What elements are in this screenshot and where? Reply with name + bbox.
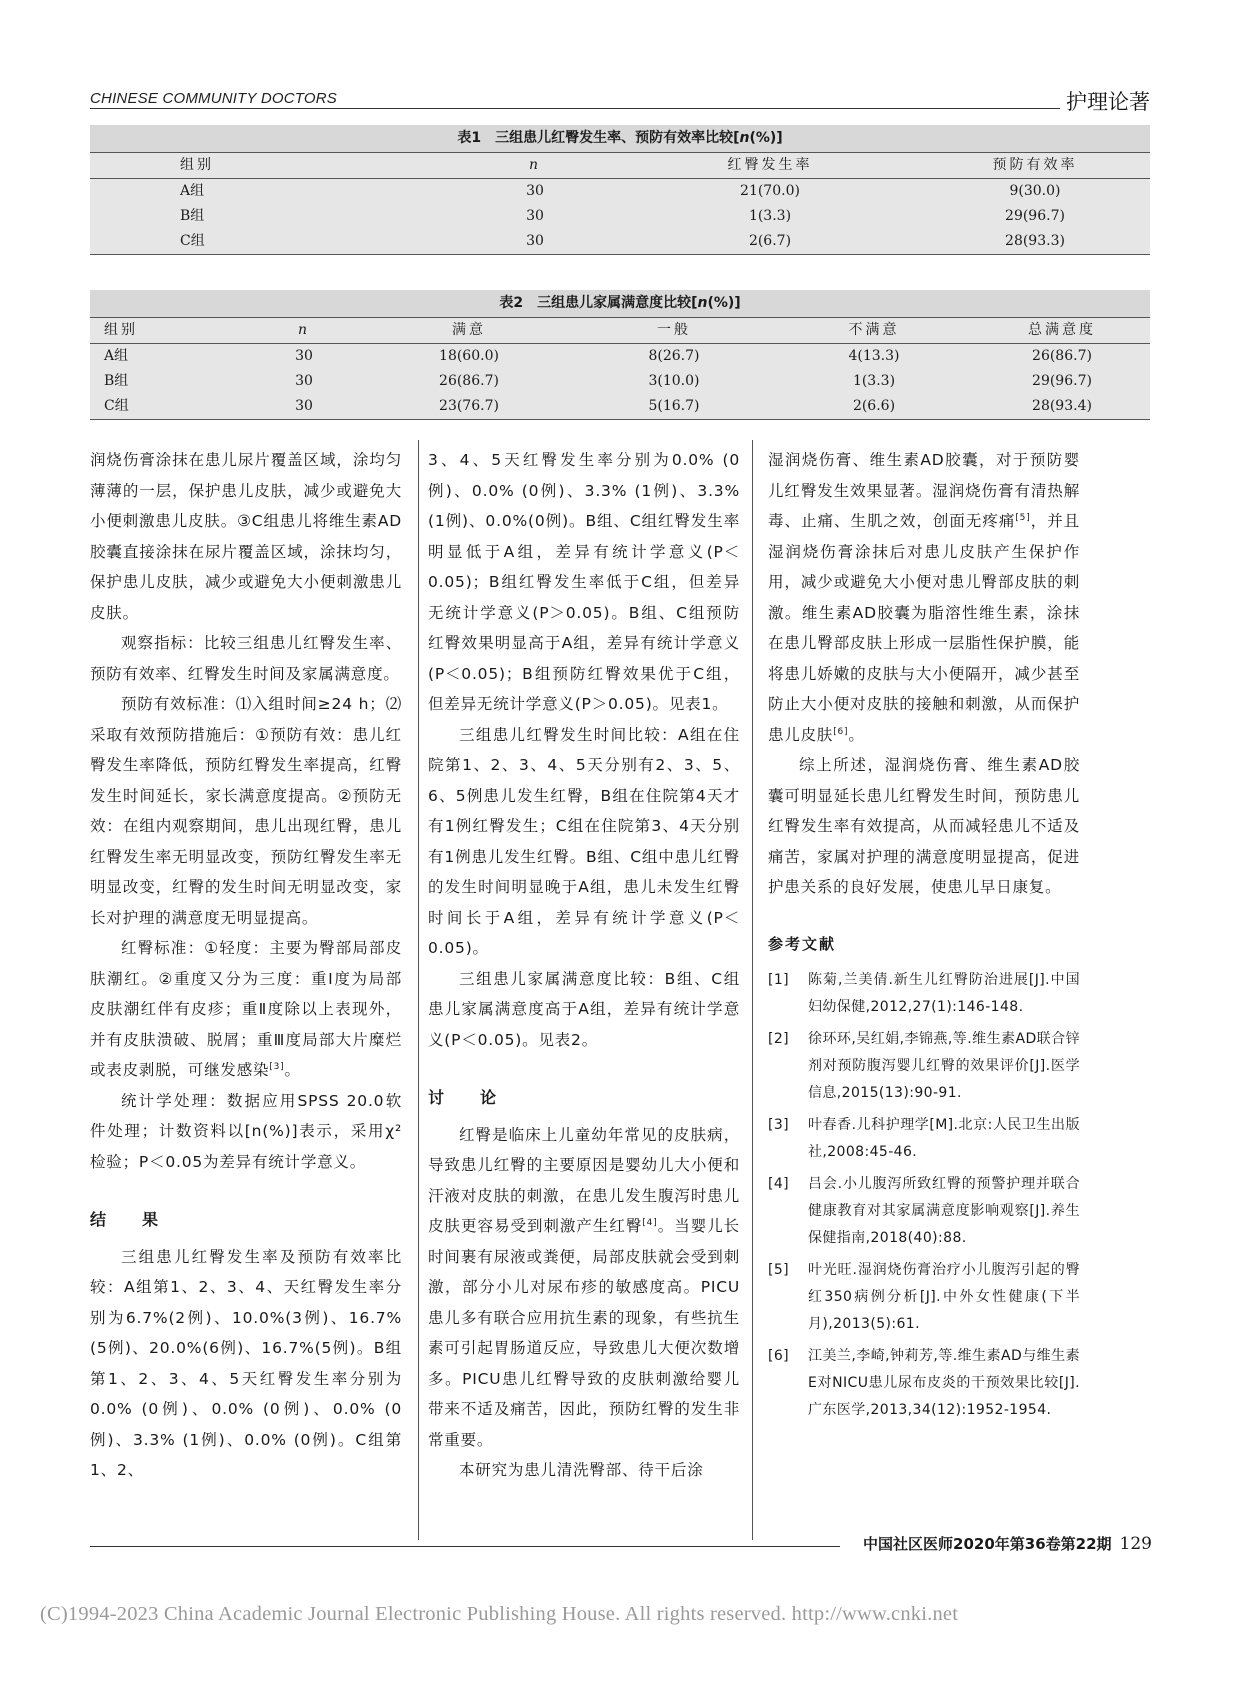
table-cell: C组 xyxy=(90,229,450,255)
table-cell: 30 xyxy=(450,229,620,255)
reference-item: [5] 叶光旺.湿润烧伤膏治疗小儿腹泻引起的臀红350病例分析[J].中外女性健康(下半月),2013(5):61. xyxy=(768,1262,1080,1332)
table-2-header-row xyxy=(90,318,1150,344)
page-number: 129 xyxy=(1119,1534,1152,1554)
paragraph: 统计学处理：数据应用SPSS 20.0软件处理；计数资料以[n(%)]表示，采用χ² 检验；P＜0.05为差异有统计学意义。 xyxy=(90,1091,402,1171)
citation: [5] xyxy=(1015,512,1031,523)
table-header-cell: n xyxy=(450,153,620,179)
table-row xyxy=(90,369,1150,394)
table-cell: 29(96.7) xyxy=(1005,208,1065,224)
text-column-2 xyxy=(428,445,740,1486)
table-cell: 1(3.3) xyxy=(852,373,896,389)
table-header-cell: 不满意 xyxy=(774,318,974,344)
table-cell: 30 xyxy=(295,373,313,389)
table-cell: A组 xyxy=(180,183,205,199)
table-cell: 26(86.7) xyxy=(439,373,499,389)
table-cell: 2(6.6) xyxy=(774,394,974,420)
table-cell: 21(70.0) xyxy=(740,183,800,199)
table-cell: B组 xyxy=(180,208,205,224)
table-1 xyxy=(90,125,1150,255)
table-cell: 26(86.7) xyxy=(1032,348,1092,364)
table-cell: B组 xyxy=(104,373,129,389)
paragraph: 本研究为患儿清洗臀部、待干后涂 xyxy=(459,1461,704,1479)
column-divider xyxy=(752,440,753,1540)
citation: [6] xyxy=(833,726,849,737)
table-cell: 18(60.0) xyxy=(439,348,499,364)
table-cell: 9(30.0) xyxy=(1009,183,1061,199)
reference-item: [4] 吕会.小儿腹泻所致红臀的预警护理并联合健康教育对其家属满意度影响观察[J].养生保健指南,2018(40):88. xyxy=(768,1176,1080,1246)
text-column-3 xyxy=(768,445,1080,1429)
journal-name: CHINESE COMMUNITY DOCTORS xyxy=(90,90,337,107)
table-row xyxy=(90,344,1150,370)
table-cell: 28(93.4) xyxy=(974,394,1150,420)
table-cell: 1(3.3) xyxy=(748,208,792,224)
table-row xyxy=(90,204,1150,229)
table-cell: 30 xyxy=(244,394,364,420)
reference-item: [3] 叶春香.儿科护理学[M].北京:人民卫生出版社,2008:45-46. xyxy=(768,1117,1080,1160)
reference-item: [6] 江美兰,李崎,钟莉芳,等.维生素AD与维生素E对NICU患儿尿布皮炎的干预效果比较[J].广东医学,2013,34(12):1952-1954. xyxy=(768,1348,1080,1418)
table-cell: 30 xyxy=(295,348,313,364)
table-header-cell: 组别 xyxy=(90,153,450,179)
citation: [4] xyxy=(642,1217,658,1228)
table-row xyxy=(90,229,1150,255)
footer-rule xyxy=(90,1546,840,1547)
table-cell: 3(10.0) xyxy=(648,373,700,389)
paragraph: 3、4、5天红臀发生率分别为0.0% (0例)、0.0% (0例)、3.3% (1例)、3.3% (1例)、0.0%(0例)。B组、C组红臀发生率明显低于A组，差异有统计学意义(P＜0.05)；B组红臀发生率低于C组，但差异无统计学意义(P＞0.05)。B组、C组预防红臀效果明显高于A组，差异有统计学意义(P＜0.05)；B组预防红臀效果优于C组，但差异无统计学意义(P＞0.05)。见表1。 xyxy=(428,451,740,713)
table-2 xyxy=(90,290,1150,420)
table-1-header-row xyxy=(90,153,1150,179)
header-rule xyxy=(90,108,1060,109)
table-cell: 8(26.7) xyxy=(648,348,700,364)
table-header-cell: 组别 xyxy=(90,318,244,344)
section-title: 护理论著 xyxy=(1066,90,1150,114)
paragraph: 三组患儿红臀发生率及预防有效率比较：A组第1、2、3、4、天红臀发生率分别为6.7%(2例)、10.0%(3例)、16.7%(5例)、20.0%(6例)、16.7%(5例)。B组第1、2、3、4、5天红臀发生率分别为0.0% (0例)、0.0% (0例)、0.0% (0例)、3.3% (1例)、0.0% (0例)。C组第1、2、 xyxy=(90,1247,402,1479)
footer xyxy=(863,1533,1152,1554)
paragraph: 红臀标准：①轻度：主要为臀部局部皮肤潮红。②重度又分为三度：重Ⅰ度为局部皮肤潮红伴有皮疹；重Ⅱ度除以上表现外，并有皮肤溃破、脱屑；重Ⅲ度局部大片糜烂或表皮剥脱，可继发感染[3]。 xyxy=(90,939,402,1079)
paragraph: 润烧伤膏涂抹在患儿尿片覆盖区域，涂均匀薄薄的一层，保护患儿皮肤，减少或避免大小便刺激患儿皮肤。③C组患儿将维生素AD胶囊直接涂抹在尿片覆盖区域，涂抹均匀，保护患儿皮肤，减少或避免大小便刺激患儿皮肤。 xyxy=(90,451,402,622)
table-cell: 5(16.7) xyxy=(574,394,774,420)
section-heading-discussion: 讨 论 xyxy=(428,1088,507,1107)
copyright-watermark: (C)1994-2023 China Academic Journal Electronic Publishing House. All rights reserved. http://www.cnki.net xyxy=(40,1603,959,1625)
table-header-cell: 预防有效率 xyxy=(920,153,1150,179)
table-row xyxy=(90,179,1150,205)
citation: [3] xyxy=(269,1061,285,1072)
section-heading-results: 结 果 xyxy=(90,1210,169,1229)
table-header-cell: 一般 xyxy=(574,318,774,344)
reference-item: [1] 陈菊,兰美倩.新生儿红臀防治进展[J].中国妇幼保健,2012,27(1):146-148. xyxy=(768,972,1080,1015)
table-cell: 29(96.7) xyxy=(1032,373,1092,389)
table-cell: 23(76.7) xyxy=(364,394,574,420)
table-cell: C组 xyxy=(90,394,244,420)
table-cell: A组 xyxy=(104,348,129,364)
table-1-caption: 表1 三组患儿红臀发生率、预防有效率比较[n(%)] xyxy=(90,125,1150,152)
paragraph: 综上所述，湿润烧伤膏、维生素AD胶囊可明显延长患儿红臀发生时间，预防患儿红臀发生率有效提高，从而减轻患儿不适及痛苦，家属对护理的满意度明显提高，促进护患关系的良好发展，使患儿早日康复。 xyxy=(768,756,1080,896)
paragraph: 红臀是临床上儿童幼年常见的皮肤病，导致患儿红臀的主要原因是婴幼儿大小便和汗液对皮肤的刺激，在患儿发生腹泻时患儿皮肤更容易受到刺激产生红臀[4]。当婴儿长时间裹有尿液或粪便，局部皮肤就会受到刺激，部分小儿对尿布疹的敏感度高。PICU患儿多有联合应用抗生素的现象，有些抗生素可引起胃肠道反应，导致患儿大便次数增多。PICU患儿红臀导致的皮肤刺激给婴儿带来不适及痛苦，因此，预防红臀的发生非常重要。 xyxy=(428,1125,740,1449)
table-cell: 30 xyxy=(526,208,544,224)
journal-issue: 中国社区医师2020年第36卷第22期 xyxy=(863,1535,1112,1553)
column-divider xyxy=(418,440,419,1540)
table-cell: 28(93.3) xyxy=(920,229,1150,255)
paragraph: 三组患儿红臀发生时间比较：A组在住院第1、2、3、4、5天分别有2、3、5、6、5例患儿发生红臀，B组在住院第4天才有1例红臀发生；C组在住院第3、4天分别有1例患儿发生红臀。B组、C组中患儿红臀的发生时间明显晚于A组，患儿未发生红臀时间长于A组，差异有统计学意义(P＜0.05)。 xyxy=(428,725,740,957)
table-cell: 2(6.7) xyxy=(620,229,920,255)
reference-item: [2] 徐环环,吴红娟,李锦燕,等.维生素AD联合锌剂对预防腹泻婴儿红臀的效果评价[J].医学信息,2015(13):90-91. xyxy=(768,1031,1080,1101)
table-row xyxy=(90,394,1150,420)
table-cell: 4(13.3) xyxy=(848,348,900,364)
paragraph: 湿润烧伤膏、维生素AD胶囊，对于预防婴儿红臀发生效果显著。湿润烧伤膏有清热解毒、止痛、生肌之效，创面无疼痛[5]，并且湿润烧伤膏涂抹后对患儿皮肤产生保护作用，减少或避免大小便对患儿臀部皮肤的刺激。维生素AD胶囊为脂溶性维生素，涂抹在患儿臀部皮肤上形成一层脂性保护膜，能将患儿娇嫩的皮肤与大小便隔开，减少甚至防止大小便对皮肤的接触和刺激，从而保护患儿皮肤[6]。 xyxy=(768,451,1080,744)
paragraph: 观察指标：比较三组患儿红臀发生率、预防有效率、红臀发生时间及家属满意度。 xyxy=(90,634,402,683)
paragraph: 预防有效标准：⑴入组时间≥24 h；⑵采取有效预防措施后：①预防有效：患儿红臀发生率降低，预防红臀发生率提高，红臀发生时间延长，家长满意度提高。②预防无效：在组内观察期间，患儿出现红臀，患儿红臀发生率无明显改变，预防红臀发生率无明显改变，红臀的发生时间无明显改变，家长对护理的满意度无明显提高。 xyxy=(90,695,402,927)
table-header-cell: 满意 xyxy=(364,318,574,344)
table-header-cell: n xyxy=(244,318,364,344)
references-heading: 参考文献 xyxy=(768,934,837,953)
paragraph: 三组患儿家属满意度比较：B组、C组患儿家属满意度高于A组，差异有统计学意义(P＜0.05)。见表2。 xyxy=(428,969,740,1049)
table-header-cell: 红臀发生率 xyxy=(620,153,920,179)
table-2-caption: 表2 三组患儿家属满意度比较[n(%)] xyxy=(90,290,1150,317)
table-header-cell: 总满意度 xyxy=(974,318,1150,344)
text-column-1 xyxy=(90,445,402,1486)
table-cell: 30 xyxy=(526,183,544,199)
